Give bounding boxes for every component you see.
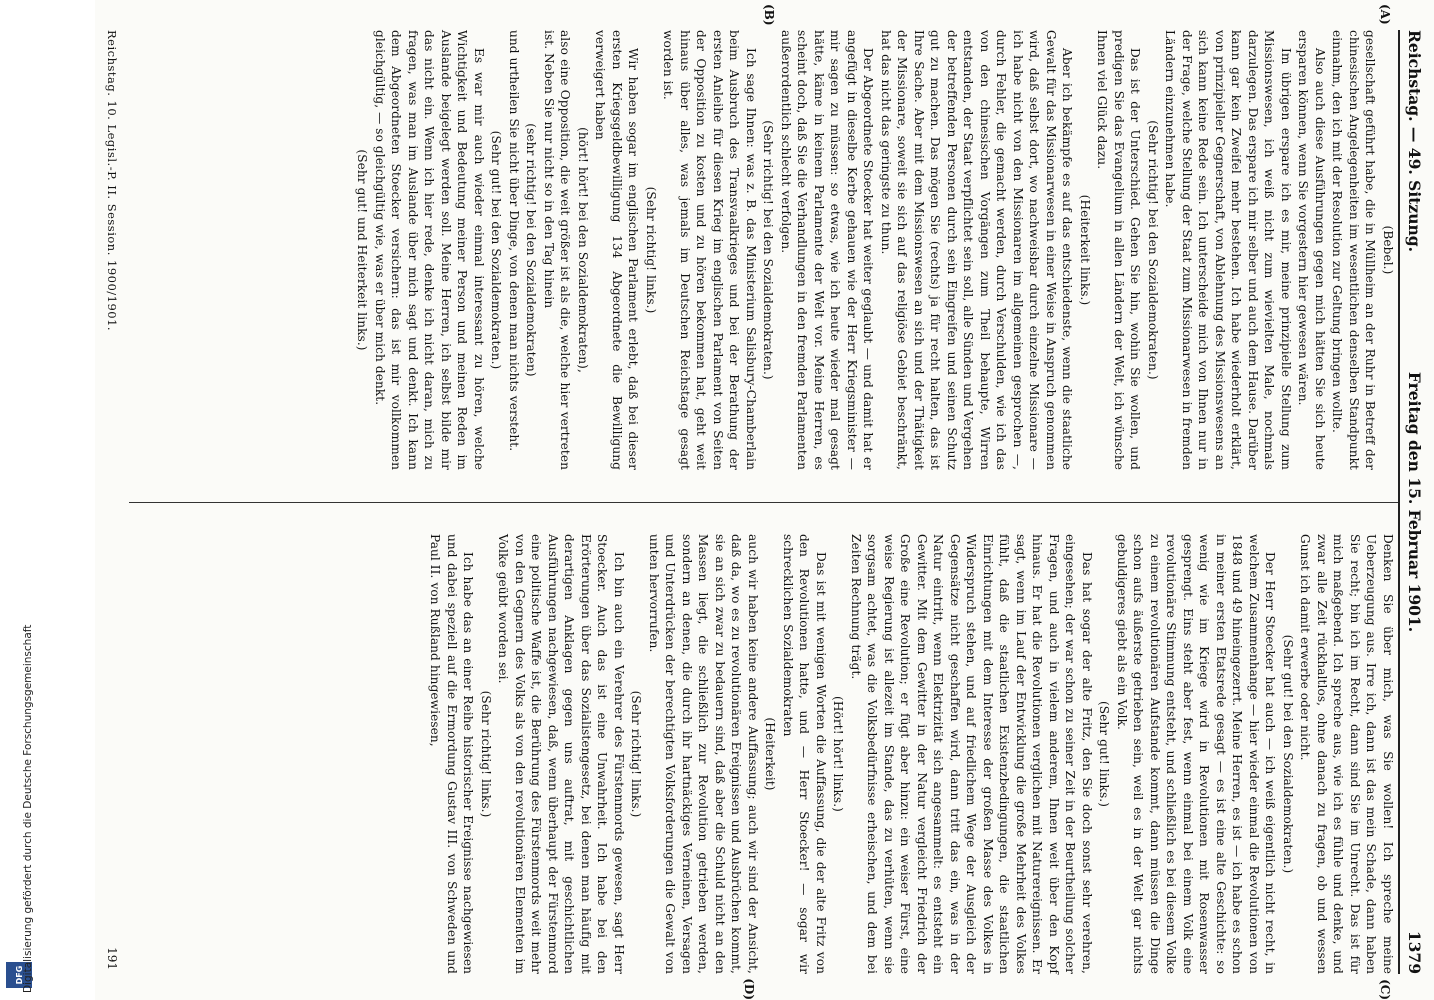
paragraph: Wir haben sogar im englischen Parlament erlebt, daß bei dieser ersten Kriegsgeldbewilligung 134 Abgeordnete die Bewilligung verweigert haben [593, 30, 641, 470]
interjection: (sehr richtig! bei den Sozialdemokraten) [524, 123, 539, 377]
paragraph: Ich habe das an einer Reihe historischer Ereignisse nachgewiesen und dabei speziell auf die Ermordung Gustav III. von Schweden und Paul II. von Rußland hingewiesen, [428, 534, 476, 974]
header-session: Reichstag. — 49. Sitzung. [1405, 30, 1424, 252]
interjection: (hört! hört! bei den Sozialdemokraten), [576, 127, 590, 373]
digitization-credit: Digitalisierung gefördert durch die Deutsche Forschungsgemeinschaft [22, 624, 34, 993]
dfg-logo: DFG [6, 962, 32, 988]
paragraph: Das ist der Unterschied. Gehen Sie hin, wohin Sie wollen, und predigen Sie das Evangelium in allen Ländern der Welt, ich wünsche Ihnen viel Glück dazu. [1095, 30, 1143, 470]
paragraph: also eine Opposition, die weit größer ist als die, welche hier vertreten ist. Neben Sie nur nicht so in den Tag hinein [542, 30, 573, 470]
paragraph: Im übrigen erspare ich es mir, meine prinzipielle Stellung zum Missionswesen, ich weiß nicht zum wievielten Male, nochmals darzulegen. Das erspare ich mir selber und auch dem Hause. Darüber kann gar kein Zweifel mehr bestehen. Ich habe wiederholt erklärt, von prinzipieller Gegnerschaft, von Ablehnung des Missionswesens an sich kann keine Rede sein. Ich unterscheide mich von Ihnen nur in der Frage, welche Stellung der Staat zum Missionarwesen in fremden Ländern einzunehmen habe. [1163, 30, 1293, 470]
paragraph: und urtheilen Sie nicht über Dinge, von denen man nichts versteht. [507, 30, 521, 452]
header-date: Freitag den 15. Februar 1901. [1405, 371, 1424, 633]
interjection: (Sehr richtig! links.) [629, 690, 644, 818]
paragraph: Der Abgeordnete Stoecker hat weiter geglaubt — und damit hat er angefügt in dieselbe Kerbe gehauen wie der Herr Kriegsminister — mir sagen zu müssen: so etwas, wie ich heute wieder mal gesagt hätte, käme in keinem Parlamente der Welt vor. Meine Herren, es scheint doch, daß Sie die Verhandlungen in den fremden Parlamenten außerordentlich schlecht verfolgen. [779, 30, 876, 470]
interjection: (Heiterkeit links.) [1078, 194, 1092, 306]
paragraph: auch wir haben keine andere Auffassung; auch wir sind der Ansicht, daß da, wo es zu revolutionären Ereignissen und Ausbrüchen kommt, sie an sich zwar zu bedauern sind, daß aber die Schuld nicht an den Massen liegt, die schließlich zur Revolution getrieben werden, sondern an denen, die durch ihr hartnäckiges Verneinen, Versagen und Unterdrücken der berechtigten Volksforderungen die Gewalt von unten hervorrufen. [647, 534, 760, 974]
rotated-page-content [95, 0, 1434, 1000]
text-columns [129, 4, 1396, 1000]
margin-mark-a: (A) [1378, 4, 1392, 25]
speaker-label: (Bebel.) [1381, 225, 1395, 275]
interjection: (Sehr gut! und Heiterkeit links.) [355, 149, 370, 351]
page-header [1398, 30, 1430, 974]
paragraph: Also auch diese Ausführungen gegen mich hätten Sie sich heute ersparen können, wenn Sie vorgestern hier gewesen wären. [1296, 30, 1327, 470]
column-divider [129, 502, 1398, 503]
digitization-sidebar [0, 0, 95, 1000]
right-column [129, 534, 1396, 974]
paragraph: Aber ich bekämpfe es auf das entschiedenste, wenn die staatliche Gewalt für das Missionarwesen in einer Weise in Anspruch genommen wird, daß selbst dort, wo nachweisbar durch einzelne Missionare — ich habe nicht von den Missionaren im allgemeinen gesprochen —, durch Fehler, die gemacht werden, durch Verschulden, wie ich das von den chinesischen Vorgängen zum Theil behaupte, Wirren entstanden, der Staat verpflichtet sein soll, alle Sünden und Vergehen der betreffenden Personen durch sein Eingreifen und seinen Schutz gut zu machen. Das mögen Sie (rechts) ja für recht halten, das ist Ihre Sache. Aber mit dem Missionswesen an sich und der Thätigkeit der Missionare, soweit sie sich auf das religiöse Gebiet beschränkt, hat das nicht das geringste zu thun. [879, 30, 1075, 471]
paragraph: Das hat sogar der alte Fritz, den Sie doch sonst sehr verehren, eingesehen; der war schon zu seiner Zeit in der Beurtheilung solcher Fragen, und auch in vielem anderem, Ihnen weit über den Kopf hinaus. Er hat die Revolutionen verglichen mit Naturereignissen. Er sagt, wenn im Lauf der Entwicklung die große Mehrheit des Volkes fühlt, daß die staatlichen Existenzbedingungen, die staatlichen Einrichtungen mit dem Interesse der großen Masse des Volkes in Widerspruch stehen, und auf friedlichem Wege der Ausgleich der Gegensätze nicht geschaffen wird, dann tritt das ein, was in der Natur eintritt, wenn Elektrizität sich angesammelt: es entsteht ein Gewitter. Mit dem Gewitter in der Natur vergleicht Friedrich der Große eine Revolution; er fügt aber hinzu: ein weiser Fürst, eine weise Regierung ist allezeit im Stande, das zu verhüten, wenn sie sorgsam achtet, was die Volksbedürfnisse erheischen, und dem bei Zeiten Rechnung trägt. [849, 534, 1094, 974]
interjection: (Sehr gut! links.) [1097, 700, 1112, 808]
scanned-page [95, 0, 1434, 1000]
paragraph: Ich sage Ihnen: was z. B. das Ministerium Salisbury-Chamberlain beim Ausbruch des Transvaalkrieges und bei der Berathung der ersten Anleihe für diesen Krieg im englischen Parlament von Seiten der Opposition zu kosten und zu hören bekommen hat, geht weit hinaus über alles, was jemals im Deutschen Reichstage gesagt worden ist. [661, 30, 758, 470]
interjection: (Sehr richtig! bei den Sozialdemokraten.) [1146, 120, 1160, 380]
footer-sheet-number: 191 [105, 947, 119, 970]
interjection: (Sehr gut! bei den Sozialdemokraten.) [1281, 634, 1295, 874]
left-column [129, 30, 1396, 470]
interjection: (Sehr richtig! links.) [644, 186, 658, 314]
interjection: (Heiterkeit) [763, 717, 778, 791]
margin-mark-d: (D) [742, 978, 756, 1000]
footer-legislature: Reichstag. 10. Legisl.-P. II. Session. 1900/1901. [105, 30, 119, 332]
header-page-number: 1379 [1405, 930, 1424, 974]
margin-mark-b: (B) [762, 4, 776, 26]
interjection: (Sehr richtig! bei den Sozialdemokraten.) [761, 120, 776, 380]
paragraph: Das ist mit wenigen Worten die Auffassung, die der alte Fritz von den Revolutionen hatte, und — Herr Stoecker! — sogar wir schrecklichen Sozialdemokraten [781, 534, 828, 974]
paragraph: Es war mir auch wieder einmal interessant zu hören, welche Wichtigkeit und Bedeutung meiner Person und meinen Reden im Auslande beigelegt werden soll. Meine Herren, ich selbst bilde mir das nicht ein. Wenn ich hier rede, denke ich nicht daran, mich zu fragen, was man im Auslande über mich sagt und denkt. Ich kann dem Abgeordneten Stoecker versichern: das ist mir vollkommen gleichgültig, — so gleichgültig wie, was er über mich denkt. [373, 30, 486, 470]
interjection: (Hört! hört! links.) [831, 696, 846, 812]
interjection: (Sehr richtig! links.) [479, 690, 493, 818]
margin-mark-c: (C) [1378, 979, 1392, 1000]
paragraph: Der Herr Stoecker hat auch — ich weiß eigentlich nicht recht, in welchem Zusammenhange — hier wieder einmal die Revolutionen von 1848 und 49 hineingezerrt. Meine Herren, es ist — ich habe es schon in meiner ersten Etatsrede gesagt — es ist eine alte Geschichte: so wenig wie im Kriege wird in Revolutionen mit Rosenwasser gesprengt. Eins steht aber fest, wenn einmal bei einem Volk eine revolutionäre Stimmung entsteht, und schließlich es bei diesem Volke zu einem revolutionären Aufstande kommt, dann müssen die Dinge schon aufs äußerste getrieben sein, weil es in der Welt gar nichts gebuldigeres giebt als ein Volk. [1115, 534, 1278, 974]
paragraph: gesellschaft geführt habe, die in Müllheim an der Ruhr in Betreff der chinesischen Angelegenheiten im wesentlichen denselben Standpunkt einnahm, den ich mit der Resolution zur Geltung bringen wollte. [1330, 30, 1378, 470]
paragraph: Denken Sie über mich, was Sie wollen! Ich spreche meine Ueberzeugung aus. Irre ich, dann ist das mein Schade, dann haben Sie recht; bin ich im Recht, dann sind Sie im Unrecht. Das ist für mich maßgebend. Ich spreche aus, wie ich es fühle und denke, und zwar alle Zeit rückhaltlos, ohne danach zu fragen, ob und wessen Gunst ich damit erwerbe oder nicht. [1298, 534, 1395, 974]
paragraph: Ich bin auch ein Verehrer des Fürstenmords gewesen, sagt Herr Stoecker. Auch das ist eine Unwahrheit. Ich habe bei den Erörterungen über das Sozialistengesetz, bei denen man häufig mit derartigen Anklagen gegen uns auftrat, mit geschichtlichen Ausführungen nachgewiesen, daß, wenn überhaupt der Fürstenmord eine politische Waffe ist, die Berührung des Fürstenmords weit mehr von den Gegnern des Volks als von den revolutionären Elementen im Volke geübt worden sei. [496, 534, 626, 974]
interjection: (Sehr gut! bei den Sozialdemokraten.) [489, 130, 504, 370]
